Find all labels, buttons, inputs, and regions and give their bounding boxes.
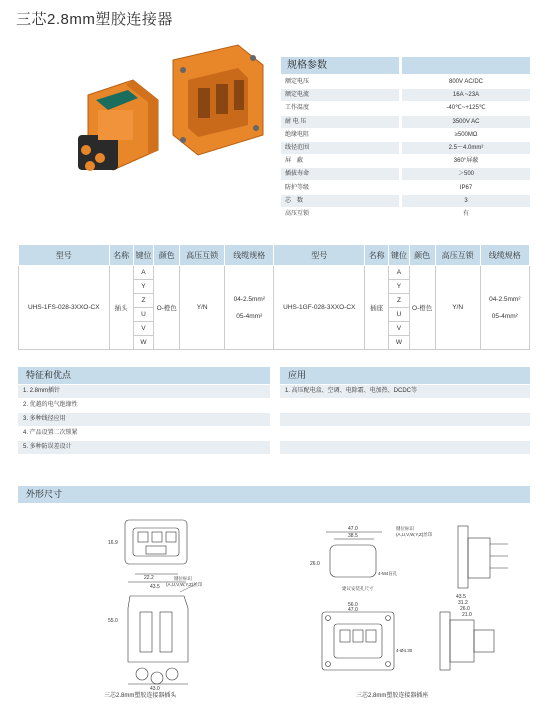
spec-key: 绝缘电阻 [285, 131, 310, 138]
spec-key: 防护等级 [285, 184, 310, 191]
dim-label: 21.0 [462, 612, 472, 618]
panel-caption: 建议安装孔尺寸 [342, 586, 374, 591]
plug-caption: 三芯2.8mm塑胶连接器插头 [104, 693, 177, 699]
key-cell: U [389, 308, 409, 322]
col-color: 颜色 [409, 245, 435, 266]
col-cable: 线缆规格 [480, 245, 529, 266]
spec-value: 360°屏蔽 [453, 158, 479, 165]
spec-value: ＞500 [402, 168, 530, 180]
models-header-row [19, 245, 530, 266]
cable-right-2: 05-4mm² [491, 312, 518, 320]
key-cell: W [389, 336, 409, 350]
col-color: 颜色 [154, 245, 180, 266]
spec-value: 3 [402, 195, 530, 207]
empty-row [280, 399, 530, 412]
table-row [19, 266, 530, 280]
models-table [18, 244, 530, 350]
dim-label: 43.5 [150, 584, 160, 590]
spec-row [281, 182, 530, 195]
hvil-left: Y/N [180, 266, 225, 350]
spec-value: IP67 [459, 184, 473, 191]
dim-label: 26.0 [310, 561, 320, 567]
key-cell: A [133, 266, 153, 280]
spec-row [281, 89, 530, 102]
spec-row [281, 195, 530, 208]
dim-label: 43.0 [150, 686, 160, 692]
cable-right-1: 04-2.5mm² [489, 295, 521, 303]
key-cell: Z [133, 294, 153, 308]
key-letters: (A,U,V,W,Y,Z)丝印 [166, 582, 203, 587]
dim-label: 22.2 [144, 575, 154, 581]
empty-row [280, 427, 530, 440]
specs-heading: 规格参数 [281, 57, 399, 74]
spec-row [281, 208, 530, 221]
color-left: O-橙色 [154, 266, 180, 350]
dim-label: 38.5 [348, 533, 358, 539]
key-cell: V [389, 322, 409, 336]
spec-key: 额定电压 [285, 79, 310, 85]
cable-left [225, 266, 274, 350]
key-cell: U [133, 308, 153, 322]
page-title: 三芯2.8mm塑胶连接器 [16, 11, 173, 28]
col-cable: 线缆规格 [225, 245, 274, 266]
socket-drawing [300, 520, 520, 685]
col-key: 键位 [389, 245, 409, 266]
applications-heading: 应用 [280, 367, 530, 384]
spec-value: -40℃~+125℃ [446, 105, 486, 112]
list-item: 1. 高压配电盒、空调、电除霜、电加热、DCDC等 [280, 385, 530, 398]
dim-label: 47.0 [348, 607, 358, 613]
dimensions-heading: 外形尺寸 [18, 486, 530, 503]
model-left: UHS-1FS-028-3XXO-CX [19, 266, 110, 350]
spec-key: 额定电流 [281, 89, 399, 101]
cable-left-2: 05-4mm² [236, 312, 263, 320]
model-right: UHS-1GF-028-3XXO-CX [274, 266, 365, 350]
spec-value: ≥500MΩ [454, 131, 478, 138]
spec-key: 耐 电 压 [281, 116, 399, 128]
color-right: O-橙色 [409, 266, 435, 350]
key-note: 键位标识 [174, 576, 192, 581]
list-item: 3. 多种线径应用 [18, 413, 270, 426]
dim-label: 31.2 [458, 600, 468, 606]
key-cell: Z [389, 294, 409, 308]
key-letters: (A,U,V,W,Y,Z)丝印 [396, 532, 433, 537]
dim-label: 47.0 [348, 526, 358, 532]
spec-key: 芯 数 [281, 195, 399, 207]
spec-key: 屏 蔽 [285, 158, 304, 165]
col-model: 型号 [274, 245, 365, 266]
specs-heading-bar [402, 57, 530, 74]
spec-key: 工作温度 [285, 105, 310, 112]
spec-key: 线径范围 [281, 142, 399, 154]
dim-label: 56.0 [348, 602, 358, 608]
key-cell: Y [389, 280, 409, 294]
empty-row [280, 441, 530, 454]
spec-value: 16A ~23A [402, 89, 530, 101]
spec-row [281, 129, 530, 142]
spec-value: 800V AC/DC [448, 79, 484, 85]
cable-right [480, 266, 529, 350]
hole-dia: 4-Ø4.30 [396, 648, 413, 653]
list-item: 1. 2.8mm插针 [18, 385, 270, 398]
product-image [38, 40, 278, 190]
col-name: 名称 [365, 245, 389, 266]
plug-illustration [78, 80, 158, 171]
spec-row [281, 116, 530, 129]
key-cell: W [133, 336, 153, 350]
name-right: 插座 [365, 266, 389, 350]
key-cell: A [389, 266, 409, 280]
spec-row [281, 168, 530, 181]
features-heading: 特征和优点 [18, 367, 270, 384]
plug-drawing [100, 512, 220, 692]
spec-row [281, 142, 530, 155]
key-cell: V [133, 322, 153, 336]
list-item: 2. 优越的电气绝缘性 [23, 402, 78, 408]
spec-value: 有 [462, 211, 469, 217]
key-cell: Y [133, 280, 153, 294]
spec-key: 插拔寿命 [281, 168, 399, 180]
spec-row [281, 102, 530, 115]
spec-value: 3500V AC [402, 116, 530, 128]
spec-value: 2.5～4.0mm² [402, 142, 530, 154]
col-name: 名称 [109, 245, 133, 266]
col-hvil: 高压互锁 [180, 245, 225, 266]
spec-key: 高压互锁 [285, 211, 310, 217]
hvil-right: Y/N [435, 266, 480, 350]
key-note: 键位标识 [396, 526, 414, 531]
socket-illustration [173, 45, 263, 155]
spec-row [281, 155, 530, 168]
list-item: 4. 产品设置二次锁紧 [23, 430, 78, 436]
dim-label: 55.0 [108, 618, 118, 624]
socket-caption: 三芯2.8mm塑胶连接器插座 [356, 693, 429, 699]
hole-note: 4-M4盲孔 [378, 571, 398, 576]
dim-label: 43.5 [456, 594, 466, 600]
dim-label: 26.0 [460, 606, 470, 612]
cable-left-1: 04-2.5mm² [233, 295, 266, 303]
col-hvil: 高压互锁 [435, 245, 480, 266]
spec-row [281, 76, 530, 89]
col-model: 型号 [19, 245, 110, 266]
list-item: 5. 多种防误差设计 [18, 441, 270, 454]
col-key: 键位 [133, 245, 153, 266]
name-left: 插头 [109, 266, 133, 350]
dim-label: 16.9 [108, 540, 118, 546]
empty-row [280, 413, 530, 426]
